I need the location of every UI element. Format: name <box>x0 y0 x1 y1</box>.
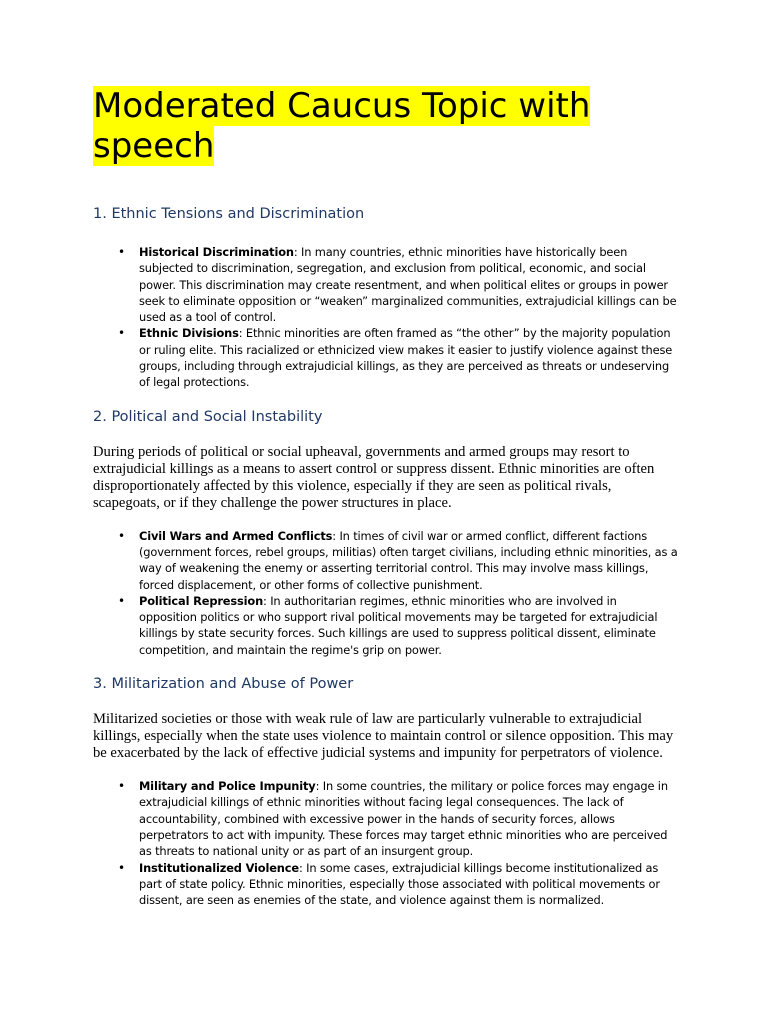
bullet-list <box>93 778 678 908</box>
list-item <box>139 528 678 593</box>
item-term: Civil Wars and Armed Conflicts <box>139 528 333 543</box>
item-term: Political Repression <box>139 593 264 608</box>
list-item <box>139 860 678 909</box>
title-highlight: Moderated Caucus Topic with speech <box>93 86 591 166</box>
section-paragraph: Militarized societies or those with weak rule of law are particularly vulnerable to extrajudicial killings, especially when the state uses violence to maintain control or silence opposition. This may be exacerbated by the lack of effective judicial systems and impunity for perpetrators of violence. <box>93 711 674 762</box>
item-term: Ethnic Divisions <box>139 326 239 341</box>
item-text: : In some countries, the military or police forces may engage in extrajudicial killings of ethnic minorities without facing legal consequences. The lack of accountability, combined with excessive power in the hands of security forces, allows perpetrators to act with impunity. These forces may target ethnic minorities who are perceived as threats to national unity or as part of an insurgent group. <box>139 779 668 859</box>
list-item <box>139 325 678 390</box>
item-text: : Ethnic minorities are often framed as “the other” by the majority population or ruling elite. This racialized or ethnicized view makes it easier to justify violence against these groups, including through extrajudicial killings, as they are perceived as threats or undeserving of legal protections. <box>139 326 673 390</box>
item-term: Historical Discrimination <box>139 245 294 259</box>
item-text: : In some cases, extrajudicial killings become institutionalized as part of state policy. Ethnic minorities, especially those associated with political movements or dissent, are seen as enemies of the state, and violence against them is normalized. <box>139 860 660 908</box>
section-heading: 1. Ethnic Tensions and Discrimination <box>93 206 365 222</box>
bullet-list <box>93 528 678 658</box>
item-text: : In many countries, ethnic minorities have historically been subjected to discrimination, segregation, and exclusion from political, economic, and social power. This discrimination may create resentment, and when political elites or groups in power seek to eliminate opposition or “weaken” marginalized communities, extrajudicial killings can be used as a tool of control. <box>139 245 677 325</box>
bullet-list <box>93 244 678 391</box>
list-item <box>139 244 678 325</box>
item-term: Military and Police Impunity <box>139 779 316 794</box>
list-item <box>139 593 678 658</box>
list-item <box>139 778 678 859</box>
item-text: : In times of civil war or armed conflict, different factions (government forces, rebel groups, militias) often target civilians, including ethnic minorities, as a way of weakening the enemy or asserting territorial control. This may involve mass killings, forced displacement, or other forms of collective punishment. <box>139 528 678 592</box>
section-heading: 3. Militarization and Abuse of Power <box>93 676 354 693</box>
section-paragraph: During periods of political or social upheaval, governments and armed groups may resort to extrajudicial killings as a means to assert control or suppress dissent. Ethnic minorities are often disproportionately affected by this violence, especially if they are seen as political rivals, scapegoats, or if they challenge the power structures in place. <box>93 443 655 511</box>
item-text: : In authoritarian regimes, ethnic minorities who are involved in opposition politics or who support rival political movements may be targeted for extrajudicial killings by state security forces. Such killings are used to suppress political dissent, eliminate competition, and maintain the regime's grip on power. <box>139 593 658 657</box>
item-term: Institutionalized Violence <box>139 860 299 875</box>
page-title <box>93 86 678 166</box>
section-heading: 2. Political and Social Instability <box>93 408 323 425</box>
